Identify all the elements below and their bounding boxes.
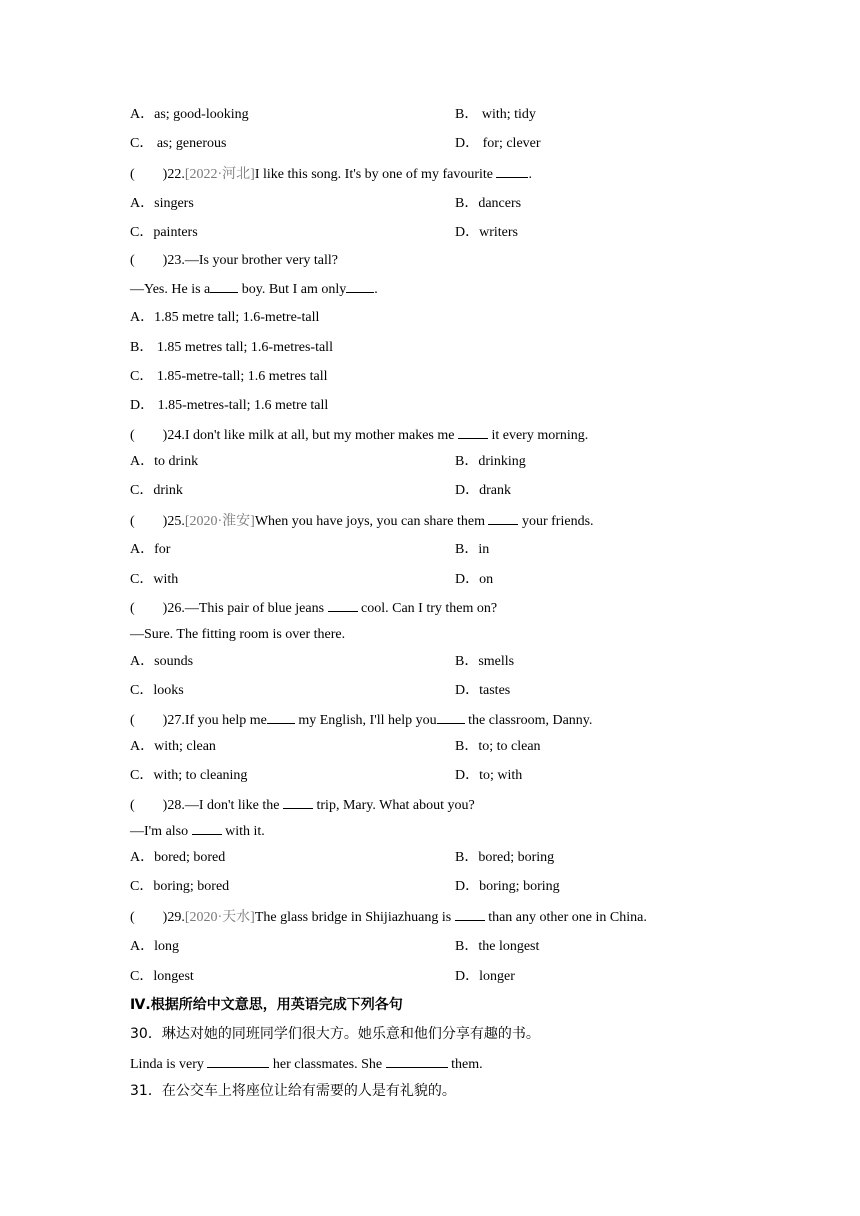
answer-blank[interactable] <box>496 165 528 178</box>
option-a: A．with; clean <box>130 739 216 754</box>
answer-bracket: ( ) <box>130 253 168 268</box>
option-b: B．bored; boring <box>455 850 555 865</box>
option-b: B． 1.85 metres tall; 1.6-metres-tall <box>130 340 333 355</box>
option-c: C．with; to cleaning <box>130 768 248 783</box>
question-30-english: Linda is very her classmates. She them. <box>130 1057 483 1072</box>
question-27: ( )27.If you help me my English, I'll help you the classroom, Danny. <box>130 713 593 728</box>
source-tag: [2020·天水] <box>184 910 255 925</box>
option-b: B．in <box>455 542 490 557</box>
answer-blank[interactable] <box>458 426 488 439</box>
option-c: C．boring; bored <box>130 879 230 894</box>
option-a: A．as; good-looking <box>130 107 249 122</box>
option-c: C． as; generous <box>130 136 227 151</box>
answer-blank[interactable] <box>210 280 238 293</box>
option-b: B．dancers <box>455 196 522 211</box>
option-d: D．tastes <box>455 683 511 698</box>
answer-bracket: ( ) <box>130 514 168 529</box>
answer-blank[interactable] <box>283 796 313 809</box>
answer-blank[interactable] <box>192 822 222 835</box>
option-d: D． 1.85-metres-tall; 1.6 metre tall <box>130 398 329 413</box>
question-30-chinese: 30．琳达对她的同班同学们很大方。她乐意和他们分享有趣的书。 <box>130 1026 540 1042</box>
answer-blank[interactable] <box>328 599 358 612</box>
question-31-chinese: 31．在公交车上将座位让给有需要的人是有礼貌的。 <box>130 1083 456 1099</box>
option-c: C．with <box>130 572 179 587</box>
answer-blank[interactable] <box>386 1055 448 1068</box>
option-a: A．singers <box>130 196 194 211</box>
answer-blank[interactable] <box>455 908 485 921</box>
question-23: ( )23.—Is your brother very tall? <box>130 253 339 268</box>
option-a: A．sounds <box>130 654 194 669</box>
option-c: C．looks <box>130 683 184 698</box>
answer-blank[interactable] <box>207 1055 269 1068</box>
answer-bracket: ( ) <box>130 910 168 925</box>
option-d: D．longer <box>455 969 515 984</box>
answer-bracket: ( ) <box>130 167 168 182</box>
option-c: C． 1.85-metre-tall; 1.6 metres tall <box>130 369 328 384</box>
option-b: B．the longest <box>455 939 540 954</box>
answer-bracket: ( ) <box>130 601 168 616</box>
source-tag: [2020·淮安] <box>184 514 255 529</box>
option-a: A．bored; bored <box>130 850 226 865</box>
question-26-line2: —Sure. The fitting room is over there. <box>130 627 346 642</box>
source-tag: [2022·河北] <box>184 167 255 182</box>
option-d: D．boring; boring <box>455 879 560 894</box>
option-c: C．painters <box>130 225 198 240</box>
question-28: ( )28.—I don't like the trip, Mary. What about you? <box>130 798 475 813</box>
answer-bracket: ( ) <box>130 713 168 728</box>
answer-blank[interactable] <box>267 711 295 724</box>
question-24: ( )24.I don't like milk at all, but my mother makes me it every morning. <box>130 428 589 443</box>
option-a: A．1.85 metre tall; 1.6-metre-tall <box>130 310 320 325</box>
answer-blank[interactable] <box>437 711 465 724</box>
option-b: B．drinking <box>455 454 526 469</box>
option-d: D．writers <box>455 225 519 240</box>
option-d: D． for; clever <box>455 136 541 151</box>
option-c: C．drink <box>130 483 183 498</box>
question-28-line2: —I'm also with it. <box>130 824 265 839</box>
question-29: ( )29.[2020·天水]The glass bridge in Shijiazhuang is than any other one in China. <box>130 910 647 925</box>
answer-blank[interactable] <box>488 512 518 525</box>
question-26: ( )26.—This pair of blue jeans cool. Can I try them on? <box>130 601 498 616</box>
option-b: B． with; tidy <box>455 107 536 122</box>
option-b: B．smells <box>455 654 515 669</box>
option-a: A．long <box>130 939 180 954</box>
answer-blank[interactable] <box>346 280 374 293</box>
option-d: D．to; with <box>455 768 523 783</box>
question-23-line2: —Yes. He is a boy. But I am only . <box>130 282 378 297</box>
option-d: D．drank <box>455 483 512 498</box>
option-a: A．for <box>130 542 171 557</box>
option-b: B．to; to clean <box>455 739 541 754</box>
question-25: ( )25.[2020·淮安]When you have joys, you can share them your friends. <box>130 514 594 529</box>
option-d: D．on <box>455 572 494 587</box>
option-a: A．to drink <box>130 454 199 469</box>
answer-bracket: ( ) <box>130 428 168 443</box>
question-22: ( )22.[2022·河北]I like this song. It's by one of my favourite . <box>130 167 532 182</box>
section-heading: Ⅳ.根据所给中文意思，用英语完成下列各句 <box>130 997 403 1013</box>
answer-bracket: ( ) <box>130 798 168 813</box>
option-c: C．longest <box>130 969 194 984</box>
